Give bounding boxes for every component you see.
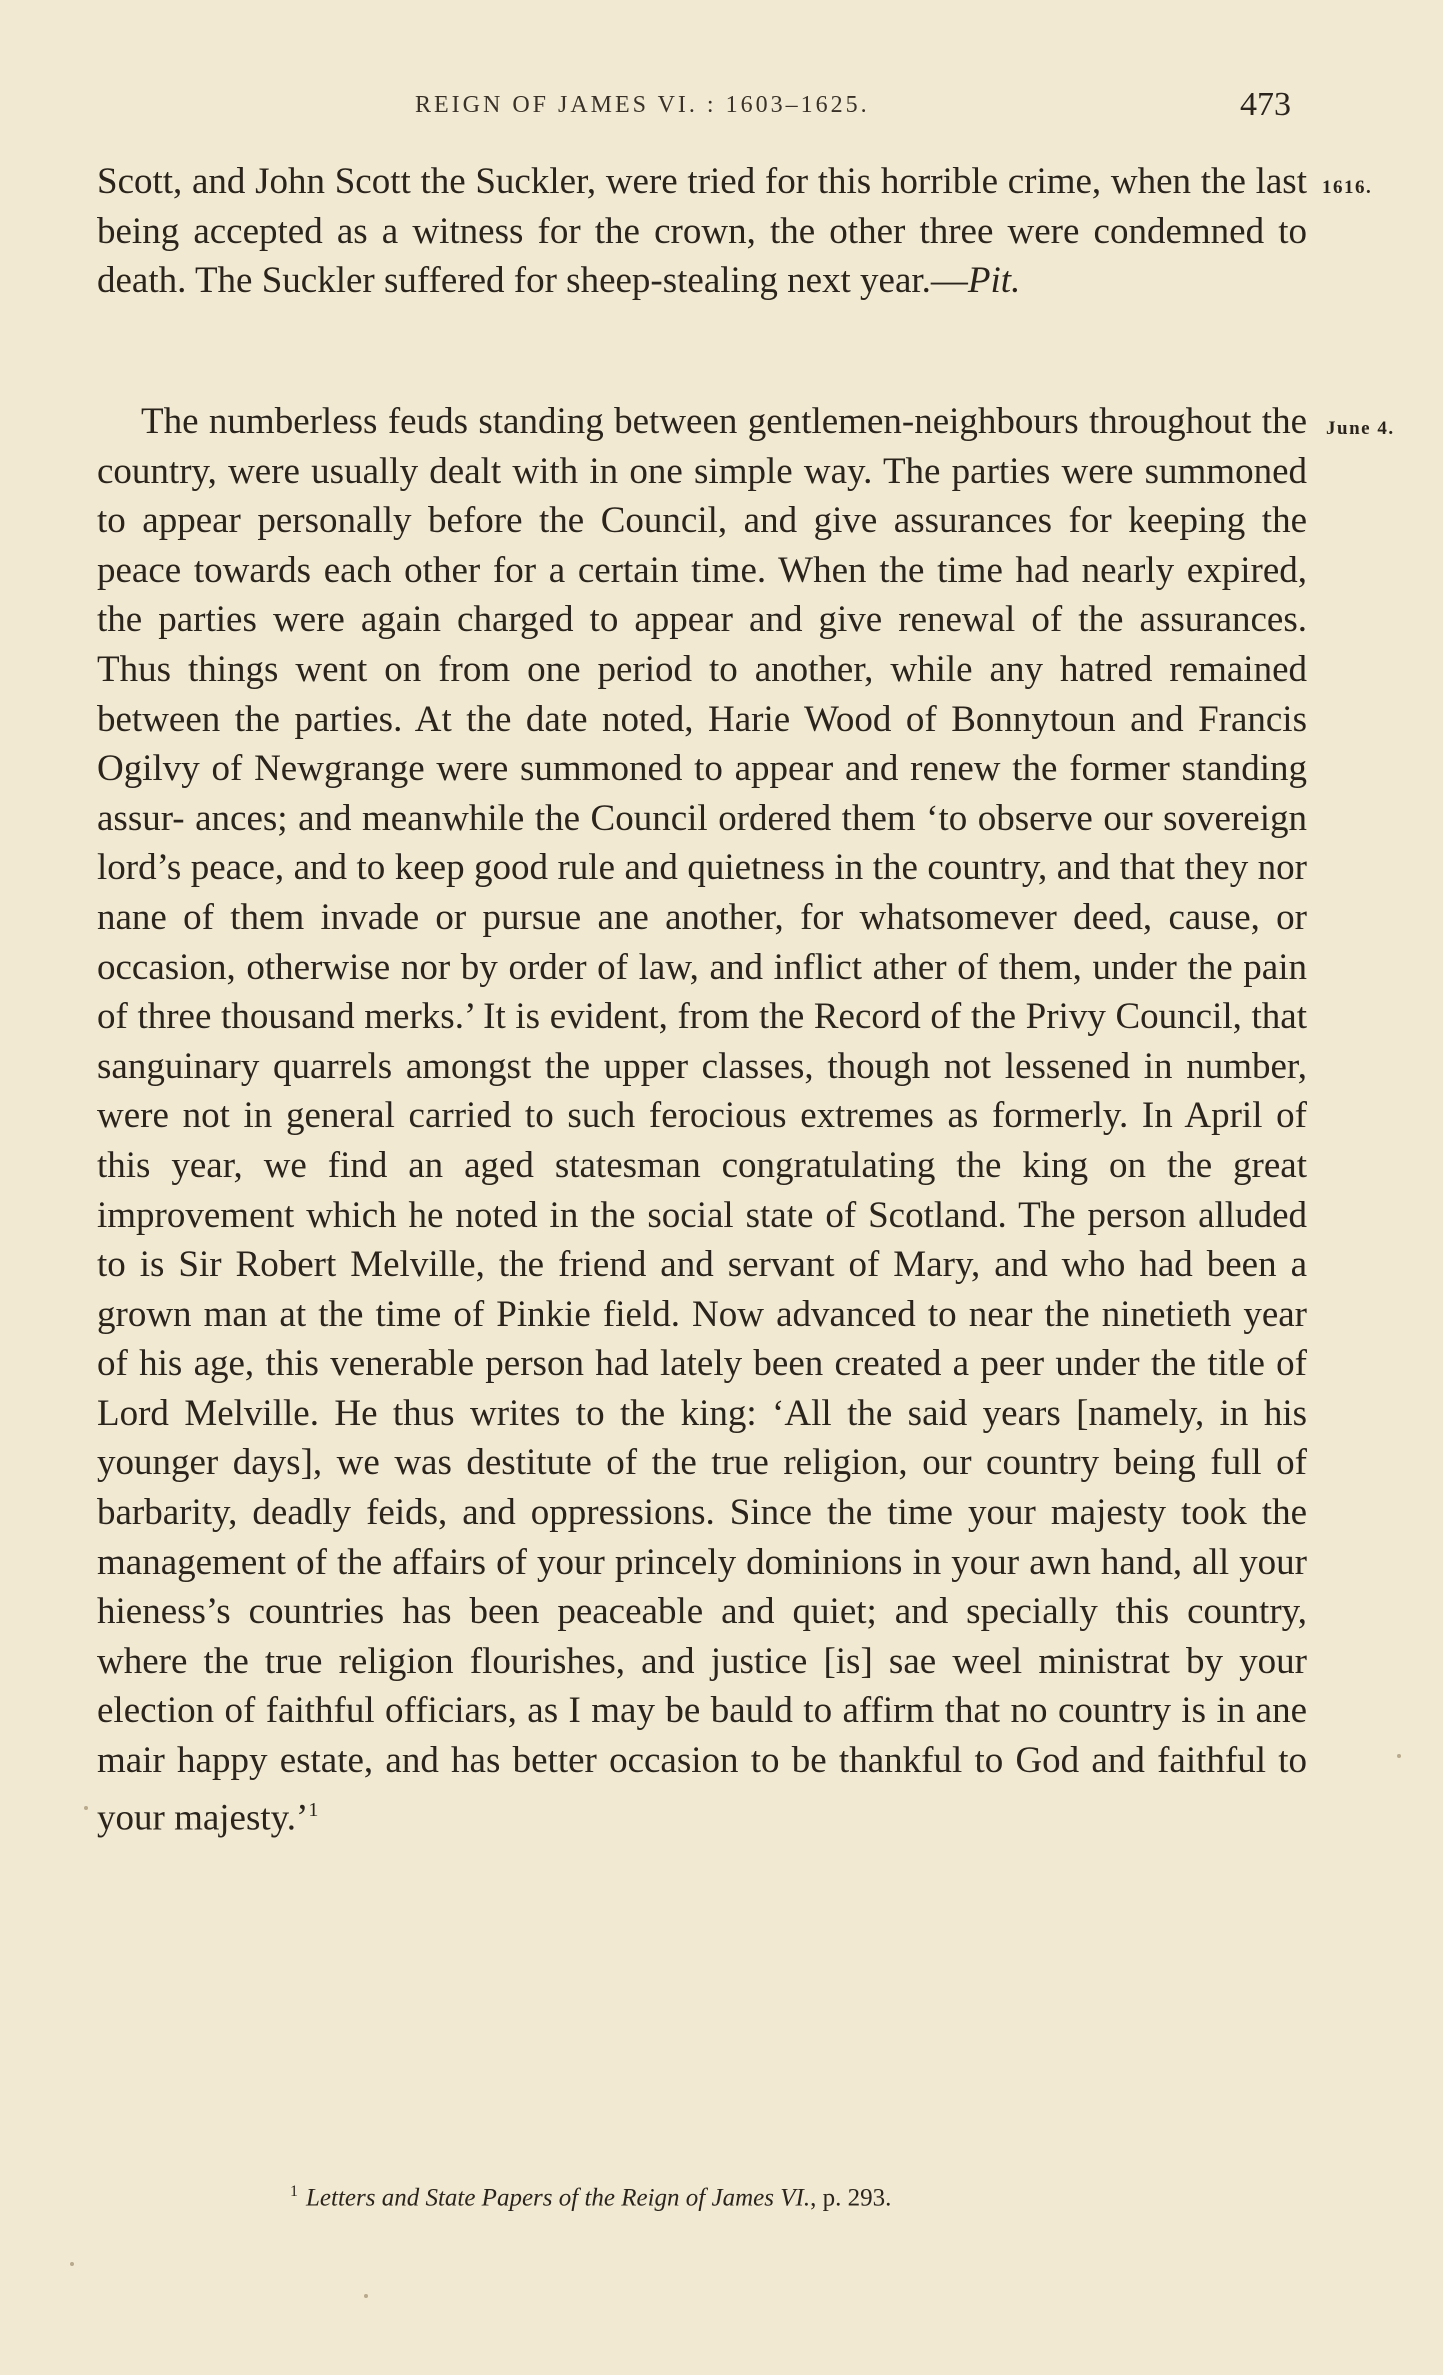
margin-note-date: June 4. <box>1326 418 1395 439</box>
footnote-title: Letters and State Papers of the Reign of James VI. <box>306 2184 811 2212</box>
paragraph-2-text: The numberless feuds standing between gentlemen-neighbours throughout the country, were usually dealt with in one simple way. The parties were summoned to appear personally before the Council, and give assurances for keeping the peace towards each other for a certain time. When the time had nearly expired, the parties were again charged to appear and give renewal of the assurances. Thus things went on from one period to another, while any hatred remained between the parties. At the date noted, Harie Wood of Bonnytoun and Francis Ogilvy of Newgrange were summoned to appear and renew the former standing assur- ances; and meanwhile the Council ordered them ‘to observe our sovereign lord’s peace, and to keep good rule and quietness in the country, and that they nor nane of them invade or pursue ane another, for whatsomever deed, cause, or occasion, otherwise nor by order of law, and inflict ather of them, under the pain of three thousand merks.’ It is evident, from the Record of the Privy Council, that sanguinary quarrels amongst the upper classes, though not lessened in number, were not in general carried to such ferocious extremes as formerly. In April of this year, we find an aged statesman congratulating the king on the great improvement which he noted in the social state of Scotland. The person alluded to is Sir Robert Melville, the friend and servant of Mary, and who had been a grown man at the time of Pinkie field. Now advanced to near the ninetieth year of his age, this venerable person had lately been created a peer under the title of Lord Melville. He thus writes to the king: ‘All the said years [namely, in his younger days], we was destitute of the true religion, our country being full of barbarity, deadly feids, and oppressions. Since the time your majesty took the management of the affairs of your princely dominions in your awn hand, all your hieness’s countries has been peaceable and quiet; and specially this country, where the true religion flourishes, and justice [is] sae weel ministrat by your election of faithful officiars, as I may be bauld to affirm that no country is in ane mair happy estate, and has better occasion to be thankful to God and faithful to your majesty.’ <box>97 401 1307 1838</box>
footnote-page-ref: , p. 293. <box>810 2184 892 2212</box>
paragraph-continuation <box>97 157 1307 306</box>
paragraph-feuds <box>97 397 1307 1843</box>
footnote-marker: 1 <box>290 2183 298 2200</box>
paper-speck <box>364 2294 368 2298</box>
page-number: 473 <box>1240 86 1291 123</box>
paper-speck <box>1397 1754 1401 1758</box>
source-citation: Pit. <box>967 260 1021 302</box>
paper-speck <box>84 1806 88 1810</box>
margin-note-year: 1616. <box>1322 177 1373 198</box>
paragraph-1-text: Scott, and John Scott the Suckler, were tried for this horrible crime, when the last being accepted as a witness for the crown, the other three were condemned to death. The Suckler suffered for sheep-stealing next year.— <box>97 161 1307 302</box>
footnote <box>290 2183 891 2212</box>
paper-speck <box>70 2262 74 2266</box>
running-head <box>0 88 1443 128</box>
footnote-reference: 1 <box>308 1798 319 1821</box>
running-title: REIGN OF JAMES VI. : 1603–1625. <box>415 92 870 118</box>
